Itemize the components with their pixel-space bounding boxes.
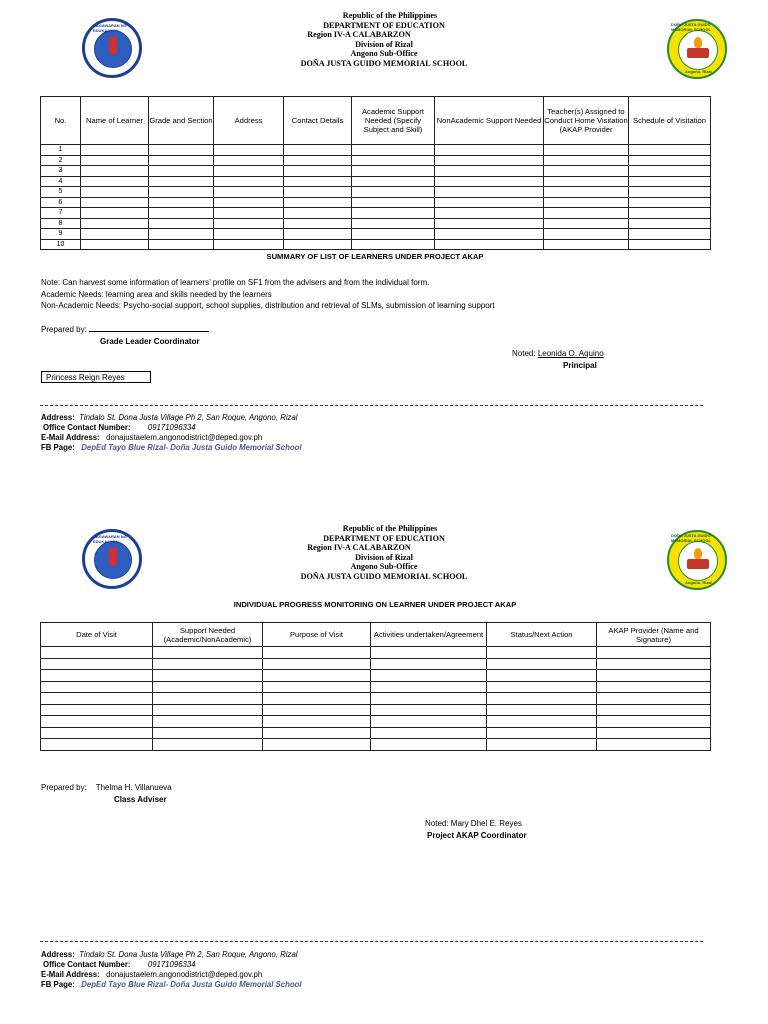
table-row [41, 658, 711, 670]
footer-phone-value: 09171096334 [147, 423, 196, 432]
table-header-row [41, 623, 711, 647]
column-header: No. [41, 97, 81, 145]
letterhead-department: DEPARTMENT OF EDUCATION [323, 20, 445, 30]
letterhead-republic: Republic of the Philippines [342, 524, 438, 533]
table-row [41, 218, 711, 229]
letterhead [0, 524, 768, 582]
letterhead-republic: Republic of the Philippines [342, 11, 438, 20]
letterhead-school: DOÑA JUSTA GUIDO MEMORIAL SCHOOL [300, 58, 468, 68]
table-row [41, 681, 711, 693]
noted-role: Principal [563, 361, 597, 370]
column-header: Teacher(s) Assigned to Conduct Home Visitation (AKAP Provider [544, 97, 629, 145]
table-row [41, 716, 711, 728]
row-number: 8 [41, 218, 81, 229]
noted-label: Noted: [512, 349, 536, 358]
row-number: 4 [41, 176, 81, 187]
note-line: Academic Needs: learning area and skills needed by the learners [41, 290, 272, 299]
footer-address-value: Tindalo St. Dona Justa Village Ph 2, San Roque, Angono, Rizal [79, 413, 298, 422]
table-header-row [41, 97, 711, 145]
table-row [41, 155, 711, 166]
letterhead [0, 11, 768, 69]
footer-fb [41, 443, 302, 453]
column-header: Academic Support Needed (Specify Subject and Skill) [352, 97, 435, 145]
row-number: 6 [41, 197, 81, 208]
column-header: Name of Learner [81, 97, 149, 145]
table-row [41, 647, 711, 659]
row-number: 10 [41, 239, 81, 250]
table-row [41, 670, 711, 682]
letterhead-division: Division of Rizal [355, 39, 413, 49]
learner-name-box: Princess Reign Reyes [41, 371, 151, 383]
prepared-label: Prepared by: [41, 325, 87, 334]
footer-phone [43, 960, 196, 970]
letterhead-school: DOÑA JUSTA GUIDO MEMORIAL SCHOOL [300, 571, 468, 581]
letterhead-region: Region IV-A CALABARZON [307, 30, 411, 40]
table-row [41, 693, 711, 705]
footer-email-label: E-Mail Address: [41, 433, 100, 442]
table-row [41, 145, 711, 156]
letterhead-division: Division of Rizal [355, 552, 413, 562]
footer-address-value: Tindalo St. Dona Justa Village Ph 2, San Roque, Angono, Rizal [79, 950, 298, 959]
column-header: Schedule of Visitation [629, 97, 711, 145]
table-row [41, 229, 711, 240]
prepared-by [41, 782, 172, 793]
table-row [41, 187, 711, 198]
row-number: 9 [41, 229, 81, 240]
column-header: Status/Next Action [487, 623, 597, 647]
footer-phone-value: 09171096334 [147, 960, 196, 969]
footer-phone-label: Office Contact Number: [43, 423, 131, 432]
noted-role: Project AKAP Coordinator [427, 831, 527, 840]
deped-seal-text: KAGAWARAN NG EDUKASYON [93, 534, 127, 544]
row-number: 5 [41, 187, 81, 198]
column-header: Purpose of Visit [263, 623, 371, 647]
row-number: 7 [41, 208, 81, 219]
column-header: Grade and Section [149, 97, 214, 145]
letterhead-region: Region IV-A CALABARZON [307, 543, 411, 553]
signature-line [89, 331, 209, 332]
footer-address [41, 413, 298, 423]
column-header: Activities undertaken/Agreement [371, 623, 487, 647]
column-header: Address [214, 97, 284, 145]
noted-by [512, 348, 604, 359]
table-row [41, 704, 711, 716]
prepared-label: Prepared by: [41, 783, 87, 792]
progress-monitoring-table [40, 622, 711, 751]
row-number: 1 [41, 145, 81, 156]
footer-divider [40, 405, 703, 406]
note-line: Note: Can harvest some information of learners’ profile on SF1 from the advisers and from the individual form. [41, 278, 430, 287]
column-header: Contact Details [284, 97, 352, 145]
column-header: Support Needed (Academic/NonAcademic) [153, 623, 263, 647]
noted-name: Leonida O. Aquino [537, 349, 604, 358]
footer-fb-link[interactable]: DepEd Tayo Blue Rizal- Doña Justa Guido Memorial School [81, 980, 302, 989]
table-row [41, 239, 711, 250]
noted-by: Noted: Mary Dhel E. Reyes [425, 819, 522, 828]
footer-address-label: Address: [41, 413, 75, 422]
table-row [41, 166, 711, 177]
footer-address-label: Address: [41, 950, 75, 959]
footer-address [41, 950, 298, 960]
letterhead-department: DEPARTMENT OF EDUCATION [323, 533, 445, 543]
prepared-name: Thelma H. Villanueva [95, 783, 172, 792]
column-header: Date of Visit [41, 623, 153, 647]
footer-fb-label: FB Page: [41, 980, 75, 989]
table-row [41, 197, 711, 208]
footer-divider [40, 941, 703, 942]
deped-seal-text: KAGAWARAN NG EDUKASYON [93, 23, 127, 33]
footer-phone [43, 423, 196, 433]
table-row [41, 739, 711, 751]
note-line: Non-Academic Needs: Psycho-social support, school supplies, distribution and retrieval of SLMs, submission of learning support [41, 301, 495, 310]
prepared-by [41, 324, 209, 335]
table-row [41, 727, 711, 739]
footer-email [41, 433, 262, 443]
monitoring-title: INDIVIDUAL PROGRESS MONITORING ON LEARNER UNDER PROJECT AKAP [233, 600, 517, 609]
school-seal-place: Angono, Rizal [685, 580, 712, 585]
row-number: 3 [41, 166, 81, 177]
footer-phone-label: Office Contact Number: [43, 960, 131, 969]
column-header: NonAcademic Support Needed [435, 97, 544, 145]
column-header: AKAP Provider (Name and Signature) [597, 623, 711, 647]
prepared-role: Class Adviser [114, 795, 167, 804]
table-row [41, 176, 711, 187]
letterhead-suboffice: Angono Sub-Office [350, 49, 418, 59]
row-number: 2 [41, 155, 81, 166]
learners-summary-table [40, 96, 711, 250]
footer-email [41, 970, 262, 980]
footer-email-value[interactable]: donajustaelem.angonodistrict@deped.gov.ph [106, 433, 263, 442]
footer-fb-link[interactable]: DepEd Tayo Blue Rizal- Doña Justa Guido Memorial School [81, 443, 302, 452]
table-row [41, 208, 711, 219]
school-seal-text: DOÑA JUSTA GUIDO MEMORIAL SCHOOL [671, 533, 711, 543]
footer-fb-label: FB Page: [41, 443, 75, 452]
school-seal-place: Angono, Rizal [685, 69, 712, 74]
footer-email-label: E-Mail Address: [41, 970, 100, 979]
letterhead-suboffice: Angono Sub-Office [350, 562, 418, 572]
footer-fb [41, 980, 302, 990]
footer-email-value[interactable]: donajustaelem.angonodistrict@deped.gov.ph [106, 970, 263, 979]
prepared-role: Grade Leader Coordinator [100, 337, 200, 346]
school-seal-text: DOÑA JUSTA GUIDO MEMORIAL SCHOOL [671, 22, 711, 32]
summary-title: SUMMARY OF LIST OF LEARNERS UNDER PROJECT AKAP [266, 252, 484, 261]
